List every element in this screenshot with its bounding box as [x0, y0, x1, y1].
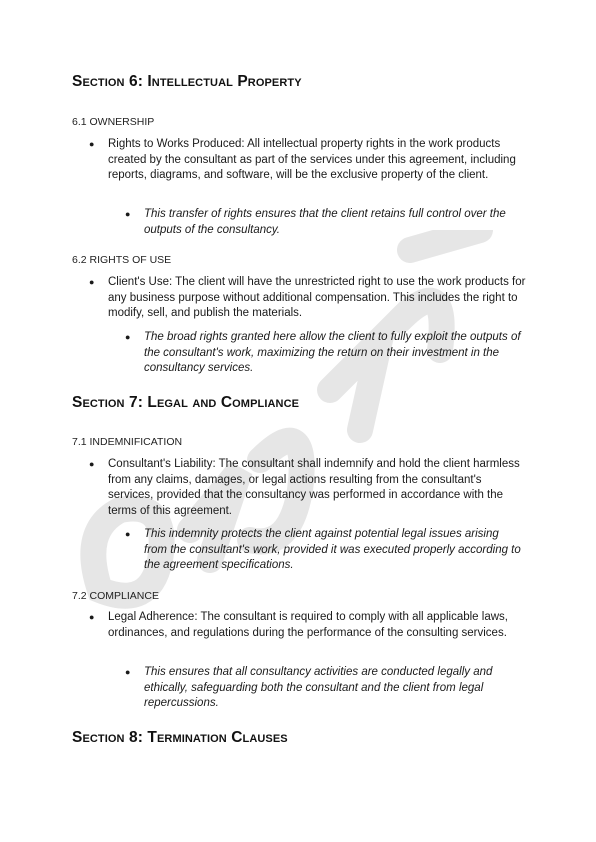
bullet-icon: ● — [125, 529, 131, 539]
list-item — [89, 610, 528, 641]
subsection-7-2-heading: 7.2 COMPLIANCE — [72, 590, 159, 602]
subsection-6-1-heading: 6.1 OWNERSHIP — [72, 116, 155, 128]
bullet-icon: ● — [89, 612, 95, 622]
point-text: Consultant's Liability: The consultant shall indemnify and hold the client harmless from any claims, damages, or legal actions resulting from the consultant's services, provided that the consultancy was performed in accordance with the terms of this agreement. — [108, 458, 520, 517]
bullet-icon: ● — [89, 459, 95, 469]
section-8-title: Section 8: Termination Clauses — [72, 729, 288, 746]
note-text: This indemnity protects the client against potential legal issues arising from the consultant's work, provided it was executed properly according to the agreement specifications. — [144, 528, 521, 572]
note-text: The broad rights granted here allow the client to fully exploit the outputs of the consultant's work, maximizing the return on their investment in the consultancy services. — [144, 331, 521, 375]
note-text: This ensures that all consultancy activities are conducted legally and ethically, safeguarding both the consultant and the client from legal repercussions. — [144, 666, 493, 710]
list-item — [89, 275, 528, 322]
subsection-6-2-heading: 6.2 RIGHTS OF USE — [72, 254, 172, 266]
bullet-icon: ● — [125, 209, 131, 219]
bullet-icon: ● — [89, 139, 95, 149]
bullet-icon: ● — [125, 332, 131, 342]
point-text: Client's Use: The client will have the unrestricted right to use the work products for any business purpose without additional compensation. This includes the right to modify, sell, and publish the materials. — [108, 276, 526, 320]
point-text: Rights to Works Produced: All intellectual property rights in the work products created by the consultant as part of the services under this agreement, including reports, diagrams, and software, will be the exclusive property of the client. — [108, 138, 516, 182]
list-item-note — [125, 527, 524, 574]
list-item-note — [125, 330, 524, 377]
section-6-title: Section 6: Intellectual Property — [72, 73, 302, 90]
bullet-icon: ● — [125, 667, 131, 677]
note-text: This transfer of rights ensures that the client retains full control over the outputs of the consultancy. — [144, 208, 506, 236]
subsection-7-1-heading: 7.1 INDEMNIFICATION — [72, 436, 183, 448]
list-item-note — [125, 665, 524, 712]
list-item-note — [125, 207, 524, 238]
point-text: Legal Adherence: The consultant is required to comply with all applicable laws, ordinances, and regulations during the performance of the consulting services. — [108, 611, 508, 639]
section-7-title: Section 7: Legal and Compliance — [72, 394, 300, 411]
list-item — [89, 457, 528, 519]
bullet-icon: ● — [89, 277, 95, 287]
list-item — [89, 137, 528, 184]
